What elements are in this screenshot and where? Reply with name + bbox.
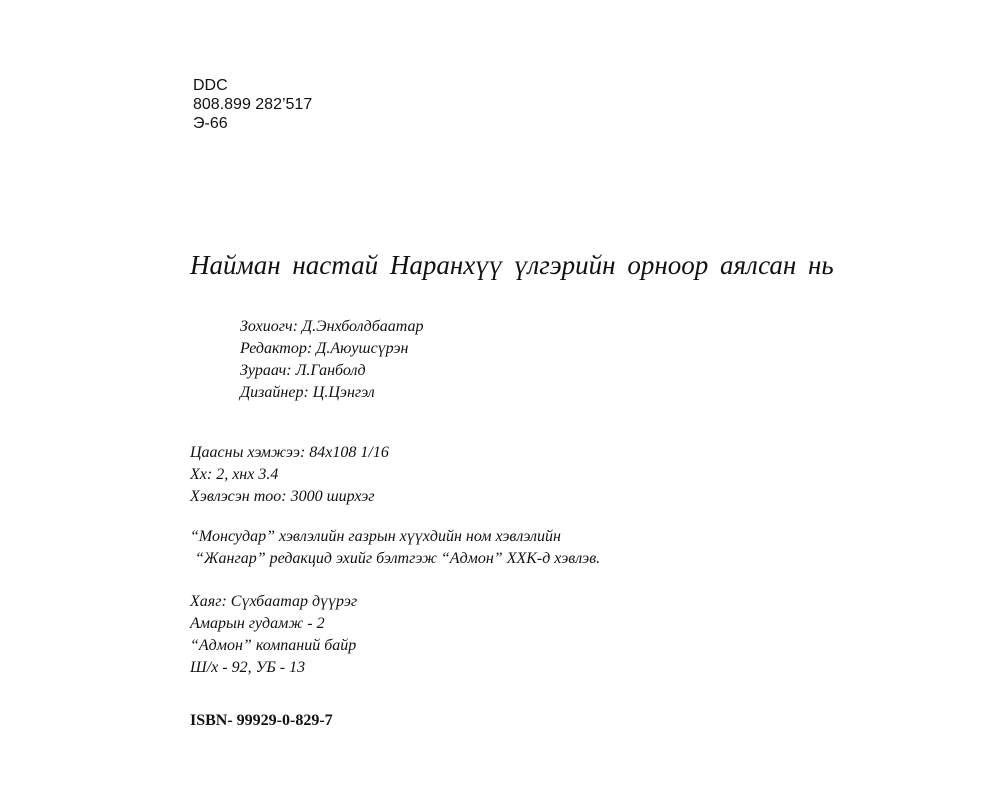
address-line: Хаяг: Сүхбаатар дүүрэг bbox=[190, 593, 358, 610]
paper-size: Цаасны хэмжээ: 84x108 1/16 bbox=[190, 444, 389, 461]
credit-illustrator: Зураач: Л.Ганболд bbox=[240, 362, 366, 379]
print-info bbox=[190, 442, 389, 508]
address-line: Амарын гудамж - 2 bbox=[190, 615, 325, 632]
credit-author: Зохиогч: Д.Энхболдбаатар bbox=[240, 318, 424, 335]
address-line: “Адмон” компаний байр bbox=[190, 637, 357, 654]
library-classification bbox=[193, 76, 312, 133]
ddc-number: 808.899 282’517 bbox=[193, 96, 313, 113]
address bbox=[190, 591, 357, 679]
book-title: Найман настай Наранхүү үлгэрийн орноор аялсан нь bbox=[190, 250, 834, 280]
credit-editor: Редактор: Д.Аюушсүрэн bbox=[240, 340, 409, 357]
ddc-label: DDC bbox=[193, 77, 228, 94]
publisher-line: “Монсудар” хэвлэлийн газрын хүүхдийн ном хэвлэлийн bbox=[190, 528, 561, 545]
address-line: Ш/х - 92, УБ - 13 bbox=[190, 659, 306, 676]
credit-designer: Дизайнер: Ц.Цэнгэл bbox=[240, 384, 375, 401]
publisher-line: “Жангар” редакцид эхийг бэлтгэж “Адмон” ХХК-д хэвлэв. bbox=[195, 550, 601, 567]
print-run: Хэвлэсэн тоо: 3000 ширхэг bbox=[190, 488, 375, 505]
publisher-note bbox=[190, 526, 600, 570]
author-mark: Э-66 bbox=[193, 115, 228, 132]
sheet-count: Хх: 2, хнх 3.4 bbox=[190, 466, 279, 483]
isbn: ISBN- 99929-0-829-7 bbox=[190, 712, 333, 729]
credits bbox=[240, 316, 424, 404]
